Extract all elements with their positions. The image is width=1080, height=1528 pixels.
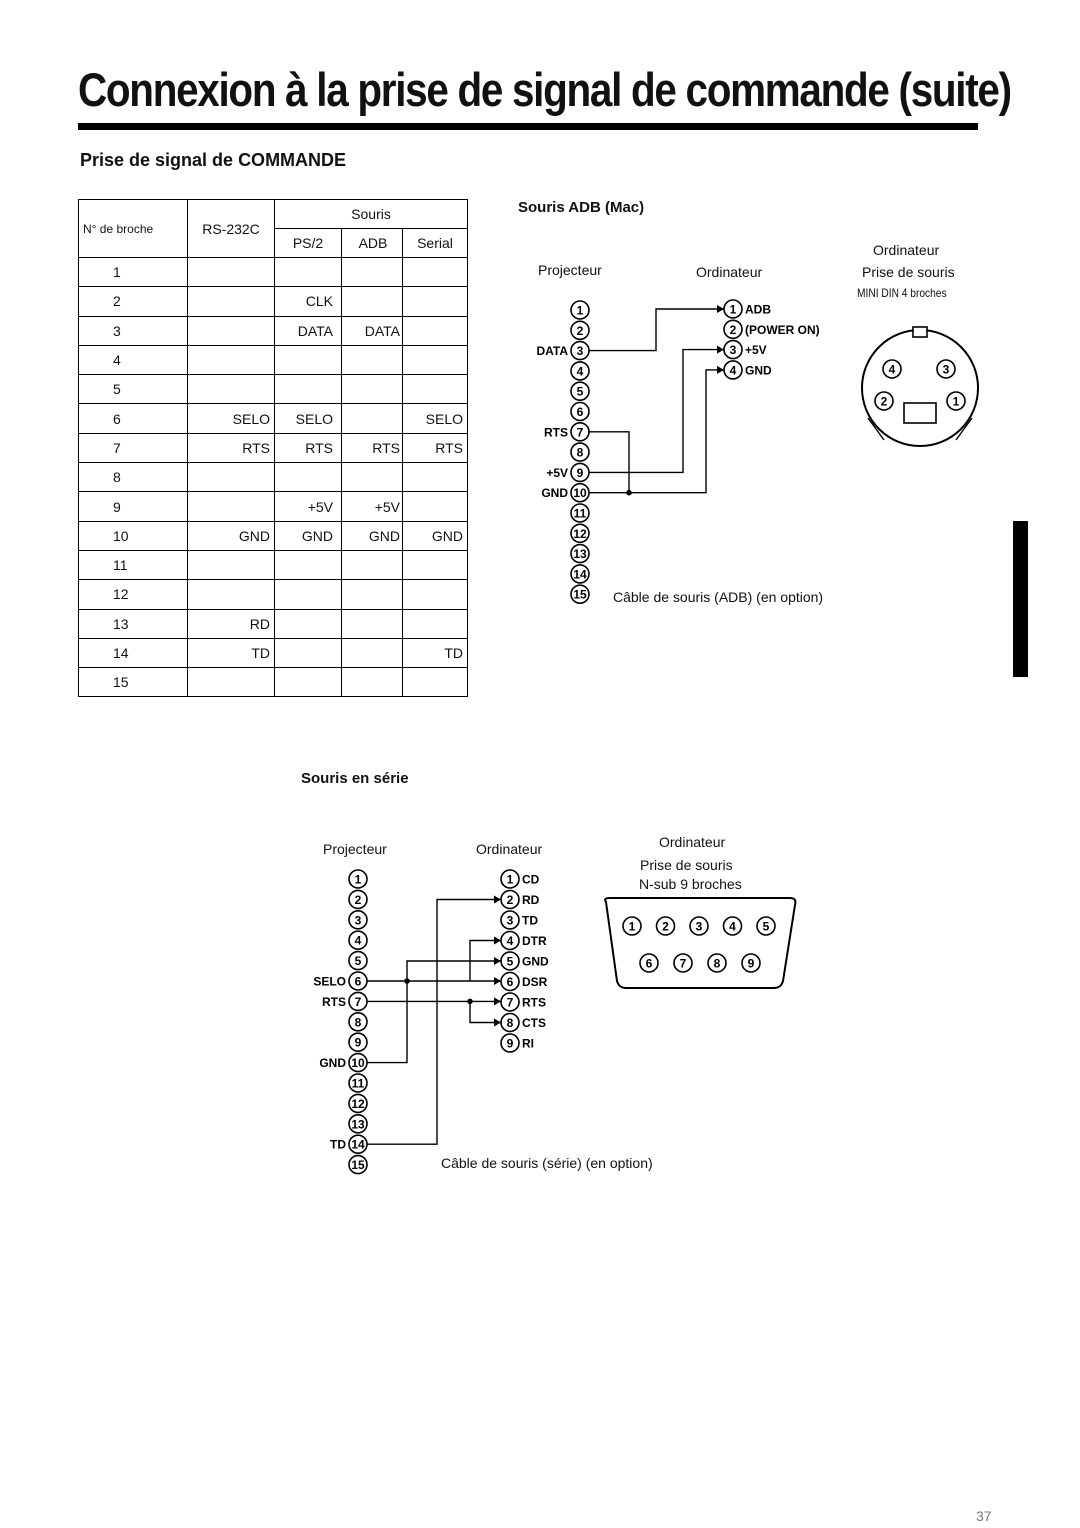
pin-number-cell: 1 [79,258,188,287]
serie-computer-pin-4 [501,932,519,950]
dsub-pin-4 [724,917,742,935]
pin-number: 13 [573,547,587,562]
pin-signal-cell: SELO [188,404,275,433]
pin-signal-cell: RD [188,609,275,638]
junction-dot [404,978,410,984]
pin-number-cell: 8 [79,463,188,492]
pin-signal-cell: +5V [275,492,342,521]
pin-number: 15 [351,1158,365,1173]
dsub-pin-6 [640,954,658,972]
serie-computer-pin-7 [501,993,519,1011]
adb-connector-type: MINI DIN 4 broches [857,286,947,300]
wire-cts [470,1001,501,1022]
pin-signal-cell: +5V [342,492,403,521]
header-ps2: PS/2 [275,229,342,258]
serie-computer-pin-8 [501,1014,519,1032]
serie-computer-pin-label: GND [522,954,549,969]
serie-connector-title: Ordinateur [659,834,726,850]
pin-number: 6 [576,405,584,419]
serie-projector-pin-12 [349,1094,367,1112]
pin-signal-cell: GND [403,521,468,550]
adb-computer-pin-label: GND [745,363,772,378]
pin-number: 8 [506,1016,514,1030]
dsub-pin-8 [708,954,726,972]
pin-number: 4 [506,934,514,948]
pin-number: 4 [888,362,896,377]
adb-projector-pin-label: DATA [536,344,568,359]
pin-number: 14 [351,1137,365,1152]
pin-number: 6 [506,975,514,989]
pin-number: 5 [762,919,770,934]
serie-computer-pin-label: DTR [522,934,547,948]
arrow-head [494,997,501,1005]
serie-computer-pin-label: DSR [522,975,548,989]
pin-signal-cell: RTS [188,433,275,462]
arrow-head [494,1019,501,1027]
pin-signal-cell: DATA [342,316,403,345]
pin-number: 5 [506,954,514,969]
header-souris: Souris [275,200,468,229]
pin-number: 1 [952,394,960,409]
pin-number: 4 [729,363,737,378]
serie-projector-pin-label: SELO [313,974,346,989]
adb-projector-pin-label: +5V [546,465,568,480]
pin-number-cell: 4 [79,345,188,374]
serie-computer-pin-6 [501,973,519,991]
dsub-outline [605,898,795,988]
header-adb: ADB [342,229,403,258]
pin-number: 1 [576,303,584,318]
adb-connector-subtitle: Prise de souris [862,264,955,280]
pin-number-cell: 7 [79,433,188,462]
pin-number: 12 [351,1096,365,1111]
adb-cable-label: Câble de souris (ADB) (en option) [613,589,824,605]
serie-computer-pin-label: RD [522,893,540,907]
serie-computer-pin-5 [501,952,519,970]
adb-computer-pin-label: (POWER ON) [745,322,820,337]
pin-signal-cell: SELO [275,404,342,433]
pin-number: 4 [729,919,736,934]
arrow-head [494,957,501,965]
header-rs232c: RS-232C [188,200,275,258]
adb-computer-label: Ordinateur [696,264,763,280]
pin-signal-cell: RTS [275,433,342,462]
serie-projector-pin-label: GND [319,1056,346,1071]
dsub-pin-7 [674,954,692,972]
pin-number: 2 [662,919,669,934]
pin-number-cell: 14 [79,638,188,667]
pin-number: 2 [880,394,888,409]
pin-number-cell: 10 [79,521,188,550]
pin-signal-cell: GND [188,521,275,550]
pin-number-cell: 3 [79,316,188,345]
serie-computer-pin-1 [501,870,519,888]
pin-number: 4 [576,364,584,379]
pin-number: 2 [506,893,514,907]
serie-projector-pin-3 [349,911,367,929]
pin-number: 9 [576,465,584,480]
pin-signal-cell: GND [275,521,342,550]
serie-projector-pin-13 [349,1115,367,1133]
pin-number: 2 [729,322,737,337]
dsub-pin-2 [657,917,675,935]
pin-number-cell: 12 [79,580,188,609]
serie-projector-pin-1 [349,870,367,888]
serie-projector-pin-7 [349,992,367,1010]
pin-number: 2 [354,892,362,907]
pin-signal-cell: DATA [275,316,342,345]
serie-computer-label: Ordinateur [476,841,543,857]
pin-number-cell: 11 [79,550,188,579]
serie-computer-pin-3 [501,911,519,929]
dsub-pin-1 [623,917,641,935]
header-serial: Serial [403,229,468,258]
pin-number: 14 [573,567,587,582]
header-pin-number: N° de broche [79,200,188,258]
page-number: 37 [976,1508,992,1524]
pin-number-cell: 2 [79,287,188,316]
serie-computer-pin-label: CD [522,872,540,887]
pin-signal-cell: TD [403,638,468,667]
pin-number: 7 [679,956,687,971]
adb-section-title: Souris ADB (Mac) [518,199,645,216]
pin-number: 3 [695,919,703,934]
pin-number: 7 [506,995,514,1010]
serie-computer-pin-9 [501,1034,519,1052]
dsub-pin-3 [690,917,708,935]
serie-projector-pin-9 [349,1033,367,1051]
serie-section-title: Souris en série [301,770,409,787]
pin-signal-cell: GND [342,521,403,550]
serie-cable-label: Câble de souris (série) (en option) [441,1155,653,1171]
adb-computer-pin-label: ADB [745,302,771,317]
serie-projector-pin-label: TD [330,1137,346,1152]
serie-projector-pin-11 [349,1074,367,1092]
pin-number: 3 [354,913,362,928]
pin-number-cell: 13 [79,609,188,638]
pin-signal-cell: RTS [342,433,403,462]
pin-number: 1 [628,919,636,934]
pin-number-cell: 15 [79,668,188,697]
arrow-head [494,977,501,985]
pin-signal-cell: TD [188,638,275,667]
serie-connector-subtitle: Prise de souris [640,857,733,873]
pin-signal-cell: SELO [403,404,468,433]
pin-number: 8 [354,1015,362,1030]
serie-projector-pin-14 [349,1135,367,1153]
serie-computer-pin-2 [501,891,519,909]
pin-number: 9 [506,1036,514,1051]
pin-number: 1 [506,872,514,887]
pin-number: 8 [576,445,584,460]
serie-computer-pin-label: TD [522,913,538,928]
serie-computer-pin-label: CTS [522,1016,546,1030]
serie-projector-pin-15 [349,1156,367,1174]
pin-signal-cell: RTS [403,433,468,462]
pin-number: 11 [573,506,587,521]
adb-connector-title: Ordinateur [873,242,940,258]
pin-number: 6 [354,974,362,989]
adb-computer-pin-label: +5V [745,343,767,358]
pin-number: 3 [576,344,584,359]
pin-number: 7 [576,425,584,440]
serie-computer-pin-label: RI [522,1036,534,1051]
pin-number: 1 [729,302,737,317]
dsub-pin-9 [742,954,760,972]
adb-projector-pin-label: RTS [544,425,568,440]
pin-number: 3 [506,913,514,928]
pin-number: 10 [351,1056,365,1071]
serie-projector-pin-2 [349,890,367,908]
serie-computer-pin-label: RTS [522,995,546,1010]
page-title: Connexion à la prise de signal de commande (suite) [78,63,1011,116]
wire-gnd [367,961,501,1063]
serie-projector-pin-10 [349,1054,367,1072]
pin-number: 7 [354,994,362,1009]
serie-projector-pin-6 [349,972,367,990]
pin-number-cell: 6 [79,404,188,433]
pin-number: 9 [354,1035,362,1050]
pin-number: 15 [573,587,587,602]
pin-number: 3 [729,343,737,358]
section-title: Prise de signal de COMMANDE [80,150,347,170]
pin-number: 8 [713,956,721,971]
pin-number: 6 [645,956,653,971]
serie-projector-pin-label: RTS [322,994,346,1009]
pin-signal-cell: CLK [275,287,342,316]
adb-projector-label: Projecteur [538,262,602,278]
pin-number: 4 [354,933,362,948]
dsub9-connector [605,898,795,988]
pin-number-cell: 9 [79,492,188,521]
pin-number: 10 [573,486,587,501]
pin-number: 1 [354,872,362,887]
pin-number: 2 [576,323,584,338]
arrow-head [494,937,501,945]
serie-projector-pin-8 [349,1013,367,1031]
serie-projector-pin-4 [349,931,367,949]
serie-projector-pin-5 [349,952,367,970]
pin-number: 3 [942,362,950,377]
pin-number: 12 [573,526,587,541]
serie-projector-label: Projecteur [323,841,387,857]
arrow-head [494,896,501,904]
pin-number: 9 [747,956,755,971]
pin-number: 5 [354,954,362,969]
pin-number: 11 [351,1076,365,1091]
pin-number: 13 [351,1117,365,1132]
dsub-pin-5 [757,917,775,935]
adb-projector-pin-label: GND [541,486,568,501]
pin-number: 5 [576,384,584,399]
serie-connector-type: N-sub 9 broches [639,876,742,892]
pin-number-cell: 5 [79,375,188,404]
